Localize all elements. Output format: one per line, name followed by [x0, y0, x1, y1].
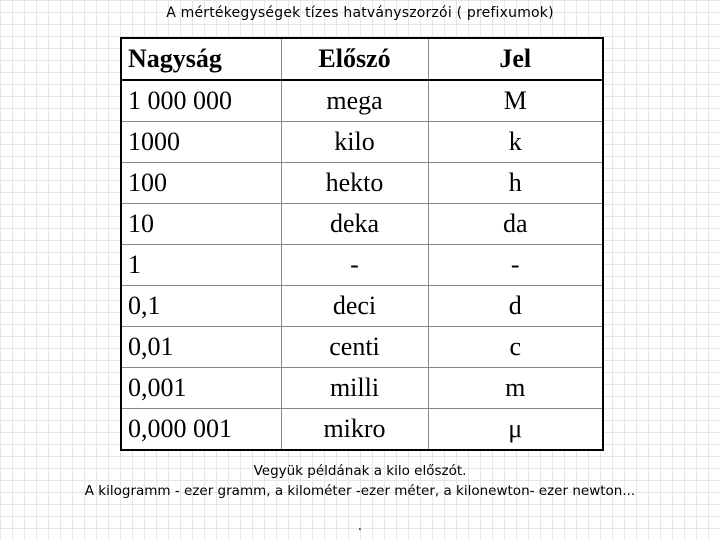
quantity-cell: 0,000 001 [121, 409, 281, 451]
table-row [121, 163, 603, 204]
table-row [121, 286, 603, 327]
symbol-cell: M [428, 80, 603, 122]
quantity-cell: 0,1 [121, 286, 281, 327]
example-description: A kilogramm - ezer gramm, a kilométer -ezer méter, a kilonewton- ezer newton... [84, 483, 636, 499]
footer-dot: . [357, 519, 363, 534]
quantity-cell: 1 000 000 [121, 80, 281, 122]
table-row [121, 122, 603, 163]
table-header-row [121, 38, 603, 80]
column-header-prefix: Előszó [281, 38, 428, 80]
table-row [121, 245, 603, 286]
prefix-table [120, 37, 604, 451]
prefix-cell: deci [281, 286, 428, 327]
symbol-cell: h [428, 163, 603, 204]
symbol-cell: k [428, 122, 603, 163]
table-row [121, 80, 603, 122]
quantity-cell: 1000 [121, 122, 281, 163]
prefix-cell: deka [281, 204, 428, 245]
prefix-cell: mega [281, 80, 428, 122]
prefix-cell: hekto [281, 163, 428, 204]
symbol-cell: - [428, 245, 603, 286]
table-row [121, 409, 603, 451]
column-header-symbol: Jel [428, 38, 603, 80]
quantity-cell: 100 [121, 163, 281, 204]
quantity-cell: 1 [121, 245, 281, 286]
symbol-cell: m [428, 368, 603, 409]
page-title: A mértékegységek tízes hatványszorzói ( prefixumok) [166, 5, 554, 21]
quantity-cell: 10 [121, 204, 281, 245]
symbol-cell: c [428, 327, 603, 368]
quantity-cell: 0,01 [121, 327, 281, 368]
table-row [121, 327, 603, 368]
symbol-cell: d [428, 286, 603, 327]
prefix-cell: centi [281, 327, 428, 368]
prefix-cell: - [281, 245, 428, 286]
column-header-quantity: Nagyság [121, 38, 281, 80]
symbol-cell: μ [428, 409, 603, 451]
prefix-cell: milli [281, 368, 428, 409]
table-row [121, 204, 603, 245]
example-note: Vegyük példának a kilo előszót. [253, 463, 467, 479]
quantity-cell: 0,001 [121, 368, 281, 409]
prefix-cell: kilo [281, 122, 428, 163]
symbol-cell: da [428, 204, 603, 245]
table-row [121, 368, 603, 409]
prefix-cell: mikro [281, 409, 428, 451]
